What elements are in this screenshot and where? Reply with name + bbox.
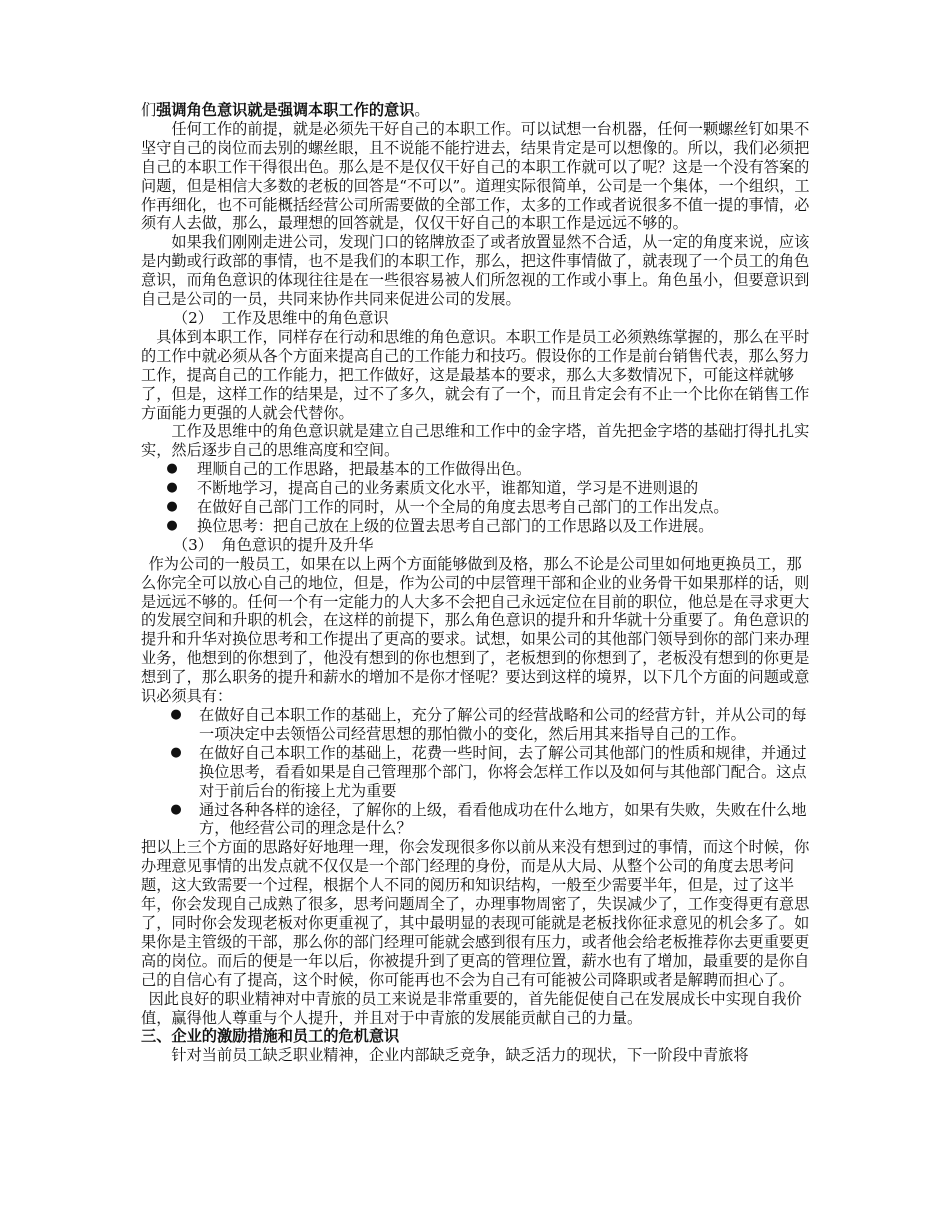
document-body: [141, 101, 811, 1065]
bullet-icon: ●: [166, 499, 178, 515]
bullet-icon: ●: [170, 744, 182, 760]
bullet-list-awareness: [141, 706, 811, 838]
paragraph-role-in-work: 具体到本职工作，同样存在行动和思维的角色意识。本职工作是员工必须熟练掌握的，那么在平时的工作中就必须从各个方面来提高自己的工作能力和技巧。假设你的工作是前台销售代表，那么努力工作，提高自己的工作能力，把工作做好，这是最基本的要求，那么大多数情况下，可能这样就够了，但是，这样工作的结果是，过不了多久，就会有了一个，而且肯定会有不止一个比你在销售工作方面能力更强的人就会代替你。: [141, 327, 810, 422]
bullet-icon: ●: [166, 461, 178, 477]
paragraph-nameplate-example: 如果我们刚刚走进公司，发现门口的铭牌放歪了或者放置显然不合适，从一定的角度来说，应该是内勤或行政部的事情，也不是我们的本职工作，那么，把这件事情做了，就表现了一个员工的角色意识，而角色意识的体现往往是在一些很容易被人们所忽视的工作或小事上。角色虽小，但要意识到自己是公司的一员，共同来协作共同来促进公司的发展。: [141, 233, 810, 309]
paragraph-conclusion: 因此良好的职业精神对中青旅的员工来说是非常重要的，首先能促使自己在发展成长中实现自我价值，赢得他人尊重与个人提升，并且对于中青旅的发展能贡献自己的力量。: [141, 989, 802, 1027]
paragraph-general-staff: 作为公司的一般员工，如果在以上两个方面能够做到及格，那么不论是公司里如何地更换员工，那么你完全可以放心自己的地位，但是，作为公司的中层管理干部和企业的业务骨干如果那样的话，则是远远不够的。任何一个有一定能力的人大多不会把自己永远定位在目前的职位，他总是在寻求更大的发展空间和升职的机会，在这样的前提下，那么角色意识的提升和升华就十分重要了。角色意识的提升和升华对换位思考和工作提出了更高的要求。试想，如果公司的其他部门领导到你的部门来办理业务，他想到的你想到了，他没有想到的你也想到了，老板想到的你想到了，老板没有想到的你更是想到了，那么职务的提升和薪水的增加不是你才怪呢？要达到这样的境界，以下几个方面的问题或意识必须具有：: [141, 554, 810, 706]
subheading-work-thinking: （2） 工作及思维中的角色意识: [172, 308, 389, 327]
bullet-icon: ●: [166, 517, 178, 533]
list-item: ● 通过各种各样的途径，了解你的上级，看看他成功在什么地方，如果有失败，失败在什么地方，他经营公司的理念是什么？: [170, 800, 807, 838]
paragraph-incentive: 针对当前员工缺乏职业精神，企业内部缺乏竞争，缺乏活力的现状，下一阶段中青旅将: [171, 1046, 749, 1065]
list-item: ● 不断地学习，提高自己的业务素质文化水平，谁都知道，学习是不进则退的: [166, 479, 699, 498]
bullet-icon: ●: [170, 801, 182, 817]
emphasis-text: 强调角色意识就是强调本职工作的意识: [156, 101, 415, 119]
list-item: ● 在做好自己本职工作的基础上，花费一些时间，去了解公司其他部门的性质和规律，并通过换位思考，看看如果是自己管理那个部门，你将会怎样工作以及如何与其他部门配合。这点对于前后台的衔接上尤为重要: [170, 743, 807, 800]
subheading-role-upgrade: （3） 角色意识的提升及升华: [172, 535, 374, 554]
bullet-icon: ●: [166, 480, 178, 496]
list-item: ● 换位思考：把自己放在上级的位置去思考自己部门的工作思路以及工作进展。: [166, 516, 714, 535]
list-item: ● 在做好自己部门工作的同时，从一个全局的角度去思考自己部门的工作出发点。: [166, 498, 729, 517]
bullet-list-basics: [141, 460, 811, 536]
opening-line: 们强调角色意识就是强调本职工作的意识。: [141, 101, 430, 119]
section-heading: 三、企业的激励措施和员工的危机意识: [141, 1027, 400, 1046]
list-item: ● 理顺自己的工作思路，把最基本的工作做得出色。: [166, 460, 532, 479]
list-item: ● 在做好自己本职工作的基础上，充分了解公司的经营战略和公司的经营方针，并从公司的每一项决定中去领悟公司经营思想的那怕微小的变化，然后用其来指导自己的工作。: [170, 706, 807, 743]
paragraph-job-premise: 任何工作的前提，就是必须先干好自己的本职工作。可以试想一台机器，任何一颗螺丝钉如果不坚守自己的岗位而去别的螺丝眼，且不说能不能拧进去，结果肯定是可以想像的。所以，我们必须把自己的本职工作干得很出色。那么是不是仅仅干好自己的本职工作就可以了呢？这是一个没有答案的问题，但是相信大多数的老板的回答是“不可以”。道理实际很简单，公司是一个集体，一个组织，工作再细化，也不可能概括经营公司所需要做的全部工作，太多的工作或者说很多不值一提的事情，必须有人去做，那么，最理想的回答就是，仅仅干好自己的本职工作是远远不够的。: [141, 119, 810, 233]
bullet-icon: ●: [170, 707, 182, 722]
paragraph-reflection: 把以上三个方面的思路好好地理一理，你会发现很多你以前从来没有想到过的事情，而这个时候，你办理意见事情的出发点就不仅仅是一个部门经理的身份，而是从大局、从整个公司的角度去思考问题，这大致需要一个过程，根据个人不同的阅历和知识结构，一般至少需要半年，但是，过了这半年，你会发现自己成熟了很多，思考问题周全了，办理事物周密了，失误减少了，工作变得更有意思了，同时你会发现老板对你更重视了，其中最明显的表现可能就是老板找你征求意见的机会多了。如果你是主管级的干部，那么你的部门经理可能就会感到很有压力，或者他会给老板推荐你去更重要更高的岗位。而后的便是一年以后，你被提升到了更高的管理位置，薪水也有了增加，最重要的是你自己的自信心有了提高，这个时候，你可能再也不会为自己有可能被公司降职或者是解聘而担心了。: [141, 838, 810, 989]
paragraph-pyramid: 工作及思维中的角色意识就是建立自己思维和工作中的金字塔，首先把金字塔的基础打得扎扎实实，然后逐步自己的思维高度和空间。: [141, 422, 810, 460]
